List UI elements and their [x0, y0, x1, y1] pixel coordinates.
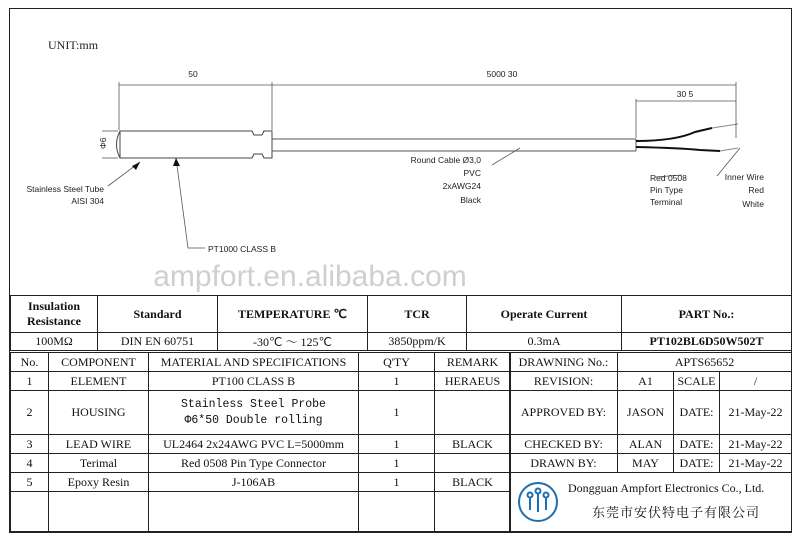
checked-date: 21-May-22 [720, 435, 792, 454]
company-name-cn: 东莞市安伏特电子有限公司 [592, 505, 761, 520]
callout-terminal [650, 173, 687, 207]
title-block [509, 352, 792, 532]
svg-text:Terminal: Terminal [650, 197, 683, 207]
spec-value-standard: DIN EN 60751 [98, 333, 218, 351]
checked-label: CHECKED BY: [510, 435, 618, 454]
spec-header-tcr: TCR [368, 296, 467, 333]
watermark: ampfort.en.alibaba.com [153, 260, 467, 293]
spec-value-temperature: -30℃ ～ 125℃ [218, 333, 368, 351]
svg-text:Pin Type: Pin Type [650, 185, 683, 195]
drawing-no-value: APTS65652 [618, 353, 792, 372]
dim-diameter: Φ6 [98, 137, 108, 149]
callout-element: PT1000 CLASS B [208, 244, 277, 254]
spec-value-tcr: 3850ppm/K [368, 333, 467, 351]
spec-value-insulation: 100MΩ [11, 333, 98, 351]
scale-value: / [720, 372, 792, 391]
arrow-element [173, 158, 180, 166]
drawing-no-label: DRAWNING No.: [510, 353, 618, 372]
revision-label: REVISION: [510, 372, 618, 391]
drawn-label: DRAWN BY: [510, 454, 618, 473]
bom-row: 2 HOUSING Stainless Steel Probe Φ6*50 Double rolling 1 [11, 391, 511, 435]
bom-table [10, 352, 511, 532]
bom-header-no: No. [11, 353, 49, 372]
svg-text:Inner Wire: Inner Wire [724, 172, 764, 182]
cable [272, 139, 636, 151]
date-label: DATE: [674, 454, 720, 473]
dim-strip-length: 30 5 [676, 89, 694, 99]
bom-row-empty [11, 492, 511, 532]
bom-row: 3 LEAD WIRE UL2464 2x24AWG PVC L=5000mm 1 BLACK [11, 435, 511, 454]
dim-cable-length: 5000 30 [486, 69, 518, 79]
arrow-tube [132, 162, 140, 170]
approved-label: APPROVED BY: [510, 391, 618, 435]
callout-inner-wire [725, 172, 764, 209]
callout-tube [27, 184, 105, 206]
drawn-by: MAY [618, 454, 674, 473]
callout-cable [411, 155, 482, 205]
svg-text:Stainless Steel Tube: Stainless Steel Tube [26, 184, 104, 194]
svg-text:Red 0508: Red 0508 [650, 173, 687, 183]
company-logo-icon [516, 480, 560, 524]
drawn-date: 21-May-22 [720, 454, 792, 473]
approved-date: 21-May-22 [720, 391, 792, 435]
bom-header-component: COMPONENT [49, 353, 149, 372]
housing-spec-line1: Stainless Steel Probe [181, 397, 326, 411]
bom-header-remark: REMARK [435, 353, 511, 372]
inner-wires [636, 124, 738, 151]
spec-header-insulation: Insulation Resistance [11, 296, 98, 333]
svg-text:Round Cable Ø3,0: Round Cable Ø3,0 [410, 155, 481, 165]
spec-header-temperature: TEMPERATURE ℃ [218, 296, 368, 333]
date-label: DATE: [674, 435, 720, 454]
housing-spec-line2: Φ6*50 Double rolling [184, 413, 323, 427]
bom-row: 5 Epoxy Resin J-106AB 1 BLACK [11, 473, 511, 492]
approved-by: JASON [618, 391, 674, 435]
spec-header-standard: Standard [98, 296, 218, 333]
revision-value: A1 [618, 372, 674, 391]
svg-text:White: White [742, 199, 764, 209]
date-label: DATE: [674, 391, 720, 435]
spec-value-current: 0.3mA [467, 333, 622, 351]
bom-row: 4 Terimal Red 0508 Pin Type Connector 1 [11, 454, 511, 473]
spec-table [10, 295, 792, 351]
bom-header-material: MATERIAL AND SPECIFICATIONS [149, 353, 359, 372]
company-name-en: Dongguan Ampfort Electronics Co., Ltd. [568, 481, 765, 495]
spec-value-partno: PT102BL6D50W502T [622, 333, 792, 351]
bom-header-qty: Q'TY [359, 353, 435, 372]
svg-text:2xAWG24: 2xAWG24 [442, 181, 481, 191]
dim-probe-length: 50 [188, 69, 198, 79]
scale-label: SCALE [674, 372, 720, 391]
spec-header-partno: PART No.: [622, 296, 792, 333]
unit-label: UNIT:mm [48, 38, 99, 52]
svg-text:PVC: PVC [463, 168, 481, 178]
svg-text:AISI 304: AISI 304 [71, 196, 104, 206]
checked-by: ALAN [618, 435, 674, 454]
svg-text:Black: Black [460, 195, 481, 205]
svg-text:Red: Red [748, 185, 764, 195]
probe-body [117, 131, 273, 158]
bom-row: 1 ELEMENT PT100 CLASS B 1 HERAEUS [11, 372, 511, 391]
spec-header-current: Operate Current [467, 296, 622, 333]
company-cell [510, 473, 792, 532]
